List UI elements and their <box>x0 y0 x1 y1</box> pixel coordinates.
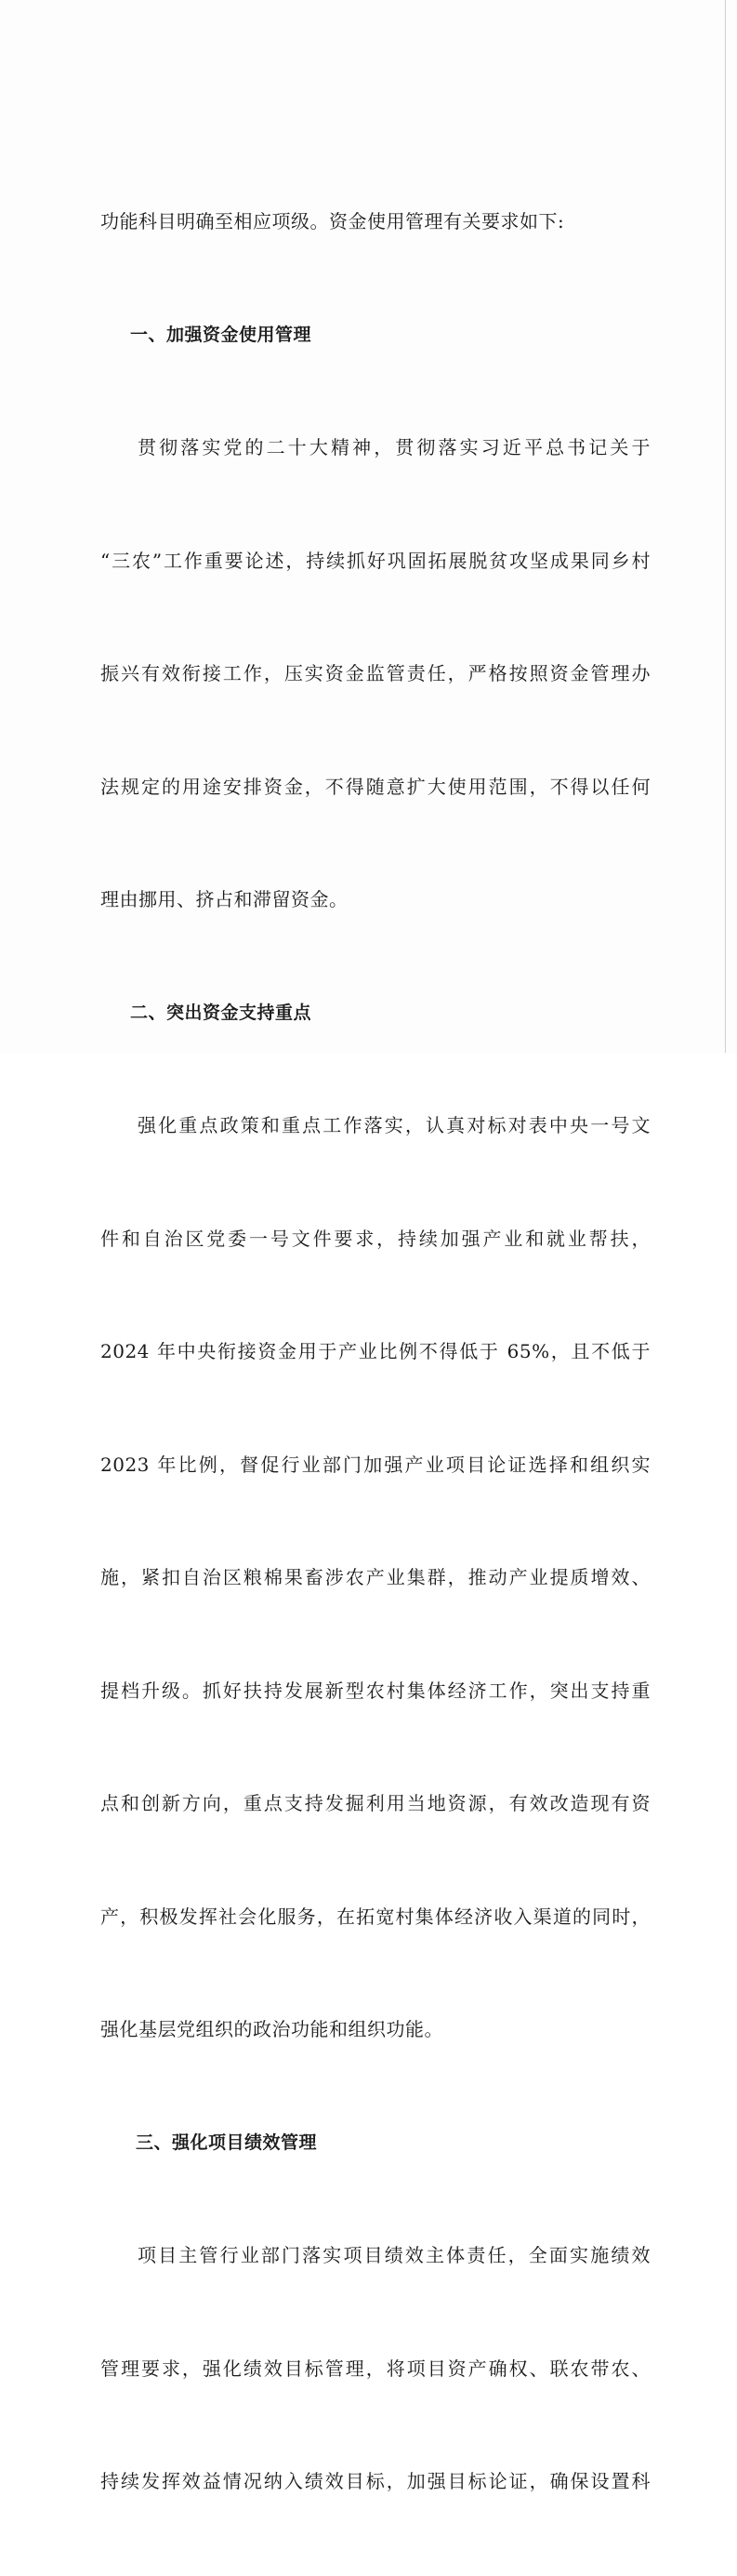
text-line: 点和创新方向，重点支持发掘利用当地资源，有效改造现有资 <box>100 1792 651 1814</box>
text-line: 产，积极发挥社会化服务，在拓宽村集体经济收入渠道的同时， <box>100 1905 651 1928</box>
text-line: 理由挪用、挤占和滞留资金。 <box>100 888 349 910</box>
text-line: 法规定的用途安排资金，不得随意扩大使用范围，不得以任何 <box>100 775 651 798</box>
section2-paragraph <box>100 1031 651 2124</box>
text-line: “三农”工作重要论述，持续抓好巩固拓展脱贫攻坚成果同乡村 <box>100 549 651 572</box>
text-line: 贯彻落实党的二十大精神，贯彻落实习近平总书记关于 <box>138 436 651 458</box>
document-body <box>100 127 651 2576</box>
section1-paragraph <box>100 353 651 994</box>
text-line: 施，紧扣自治区粮棉果畜涉农产业集群，推动产业提质增效、 <box>100 1566 651 1588</box>
text-line: 2024 年中央衔接资金用于产业比例不得低于 65%，且不低于 <box>100 1340 651 1362</box>
section1-heading: 一、加强资金使用管理 <box>130 324 312 345</box>
text-line: 2023 年比例，督促行业部门加强产业项目论证选择和组织实 <box>100 1453 651 1476</box>
text-line: 管理要求，强化绩效目标管理，将项目资产确权、联农带农、 <box>100 2357 651 2380</box>
text-line: 振兴有效衔接工作，压实资金监管责任，严格按照资金管理办 <box>100 662 651 684</box>
text-line: 强化基层党组织的政治功能和组织功能。 <box>100 2018 443 2040</box>
text-line: 强化重点政策和重点工作落实，认真对标对表中央一号文 <box>138 1114 651 1136</box>
text-line: 提档升级。抓好扶持发展新型农村集体经济工作，突出支持重 <box>100 1679 651 1702</box>
section3-heading: 三、强化项目绩效管理 <box>136 2131 318 2153</box>
text-line: 项目主管行业部门落实项目绩效主体责任，全面实施绩效 <box>138 2244 651 2266</box>
page-edge-line <box>725 0 726 1053</box>
section2-heading: 二、突出资金支持重点 <box>130 1002 312 1023</box>
section3-paragraph <box>100 2161 651 2576</box>
text-line: 功能科目明确至相应项级。资金使用管理有关要求如下: <box>100 210 565 232</box>
text-line: 件和自治区党委一号文件要求，持续加强产业和就业帮扶， <box>100 1227 651 1250</box>
intro-paragraph <box>100 127 651 316</box>
text-line: 持续发挥效益情况纳入绩效目标，加强目标论证，确保设置科 <box>100 2470 651 2492</box>
